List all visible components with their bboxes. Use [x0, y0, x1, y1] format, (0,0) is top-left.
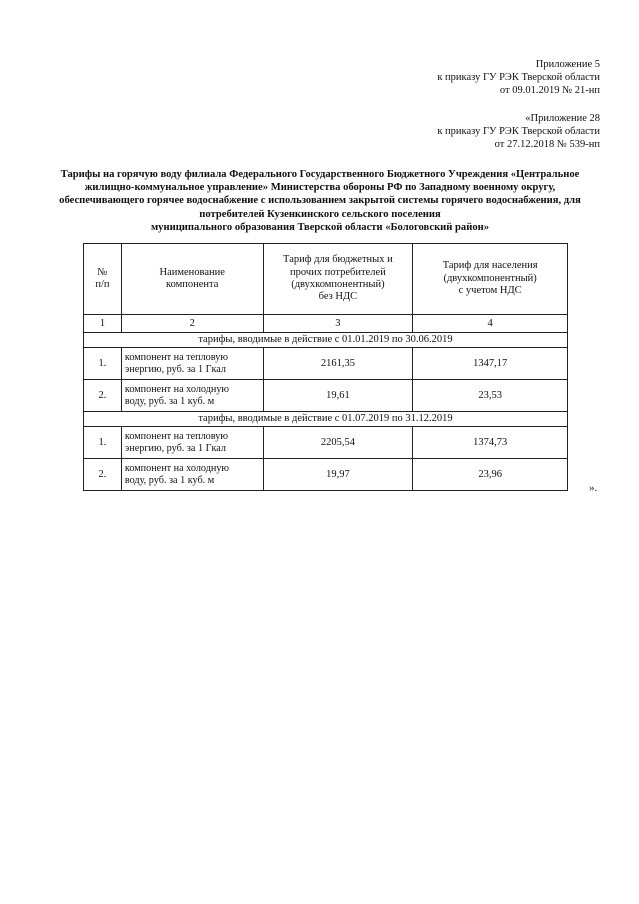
header-number: № п/п: [84, 244, 122, 315]
title-line-1: Тарифы на горячую воду филиала Федерального Государственного Бюджетного Учреждения «Центральное: [60, 169, 580, 180]
title-line-2: жилищно-коммунальное управление» Министерства обороны РФ по Западному военному округу,: [84, 182, 556, 194]
title-line-3: обеспечивающего горячее водоснабжение с использованием закрытой системы горячего водоснабжения, для: [59, 195, 581, 207]
budget-tariff-value: 19,97: [263, 459, 413, 491]
table-header-row: [84, 244, 568, 315]
appendix-28-date: от 27.12.2018 № 539-нп: [494, 139, 600, 150]
appendix-28-order: к приказу ГУ РЭК Тверской области: [437, 126, 600, 137]
column-number: 2: [121, 315, 263, 333]
population-tariff-value: 23,96: [413, 459, 568, 491]
header-budget-tariff: Тариф для бюджетных и прочих потребителей (двухкомпонентный) без НДС: [263, 244, 413, 315]
table-row: [84, 380, 568, 412]
appendix-28-title: «Приложение 28: [525, 113, 600, 124]
period-row: [84, 412, 568, 427]
population-tariff-value: 23,53: [413, 380, 568, 412]
row-number: 2.: [84, 380, 122, 412]
table-row: [84, 348, 568, 380]
appendix-5-block: [437, 58, 600, 97]
budget-tariff-value: 2161,35: [263, 348, 413, 380]
component-name: компонент на холодную воду, руб. за 1 куб. м: [121, 459, 263, 491]
title-line-4: потребителей Кузенкинского сельского поселения: [199, 208, 441, 220]
appendix-5-date: от 09.01.2019 № 21-нп: [499, 85, 600, 96]
period-label: тарифы, вводимые в действие с 01.07.2019 по 31.12.2019: [84, 412, 568, 427]
column-number: 3: [263, 315, 413, 333]
population-tariff-value: 1347,17: [413, 348, 568, 380]
row-number: 2.: [84, 459, 122, 491]
appendix-5-title: Приложение 5: [535, 59, 600, 70]
budget-tariff-value: 2205,54: [263, 427, 413, 459]
column-number-row: [84, 315, 568, 333]
table-row: [84, 427, 568, 459]
row-number: 1.: [84, 348, 122, 380]
closing-quote-mark: ».: [589, 482, 598, 494]
title-line-5: муниципального образования Тверской области «Бологовский район»: [150, 221, 490, 233]
component-name: компонент на тепловую энергию, руб. за 1 Гкал: [121, 348, 263, 380]
population-tariff-value: 1374,73: [413, 427, 568, 459]
component-name: компонент на тепловую энергию, руб. за 1 Гкал: [121, 427, 263, 459]
period-label: тарифы, вводимые в действие с 01.01.2019 по 30.06.2019: [84, 333, 568, 348]
document-title: [20, 168, 620, 234]
table-row: [84, 459, 568, 491]
row-number: 1.: [84, 427, 122, 459]
tariff-table: [83, 243, 568, 491]
appendix-5-order: к приказу ГУ РЭК Тверской области: [437, 72, 600, 83]
appendix-28-block: [437, 112, 600, 151]
budget-tariff-value: 19,61: [263, 380, 413, 412]
component-name: компонент на холодную воду, руб. за 1 куб. м: [121, 380, 263, 412]
header-component-name: Наименование компонента: [121, 244, 263, 315]
column-number: 1: [84, 315, 122, 333]
period-row: [84, 333, 568, 348]
header-population-tariff: Тариф для населения (двухкомпонентный) с учетом НДС: [413, 244, 568, 315]
column-number: 4: [413, 315, 568, 333]
